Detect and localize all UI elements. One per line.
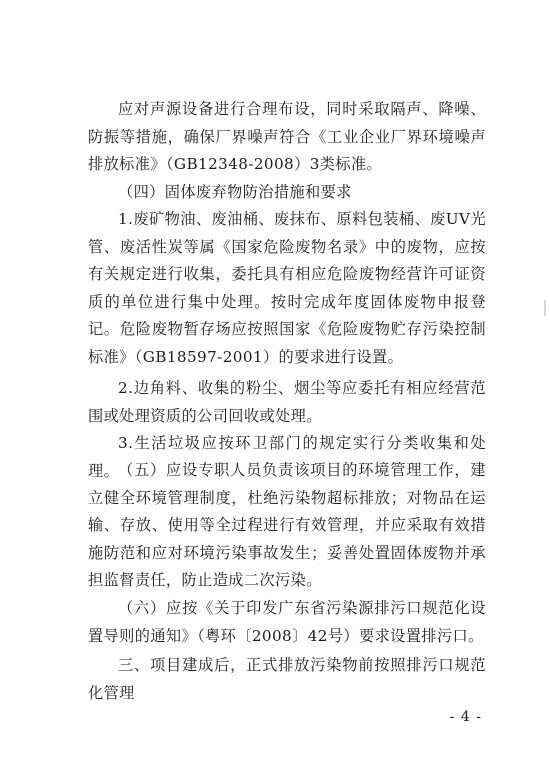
paragraph-scrap-recycling: 2.边角料、收集的粉尘、烟尘等应委托有相应经营范围或处理资质的公司回收或处理。 [88,379,486,425]
paragraph-noise-control: 应对声源设备进行合理布设，同时采取隔声、降噪、防振等措施，确保厂界噪声符合《工业企业厂界环境噪声排放标准》（GB12348-2008）3类标准。 [88,100,486,173]
scan-edge-mark [544,300,546,316]
section-heading-solid-waste: （四）固体废弃物防治措施和要求 [118,183,352,201]
paragraph-domestic-garbage: 3.生活垃圾应按环卫部门的规定实行分类收集和处理。 [88,434,486,480]
paragraph-post-construction: 三、项目建成后，正式排放污染物前按照排污口规范化管理 [88,656,486,702]
paragraph-hazardous-waste: 1.废矿物油、废油桶、废抹布、原料包装桶、废UV光管、废活性炭等属《国家危险废物名录》中的废物，应按有关规定进行收集，委托具有相应危险废物经营许可证资质的单位进行集中处理。按时完成年度固体废物申报登记。危险废物暂存场应按照国家《危险废物贮存污染控制标准》（GB18597-2001）的要求进行设置。 [88,210,486,366]
paragraph-environmental-management: （五）应设专职人员负责该项目的环境管理工作，建立健全环境管理制度，杜绝污染物超标排放；对物品在运输、存放、使用等全过程进行有效管理，并应采取有效措施防范和应对环境污染事故发生；妥善处置固体废物并承担监督责任，防止造成二次污染。 [88,461,486,589]
page-number: - 4 - [449,709,482,725]
paragraph-discharge-outlet: （六）应按《关于印发广东省污染源排污口规范化设置导则的通知》（粤环〔2008〕42号）要求设置排污口。 [88,599,486,645]
